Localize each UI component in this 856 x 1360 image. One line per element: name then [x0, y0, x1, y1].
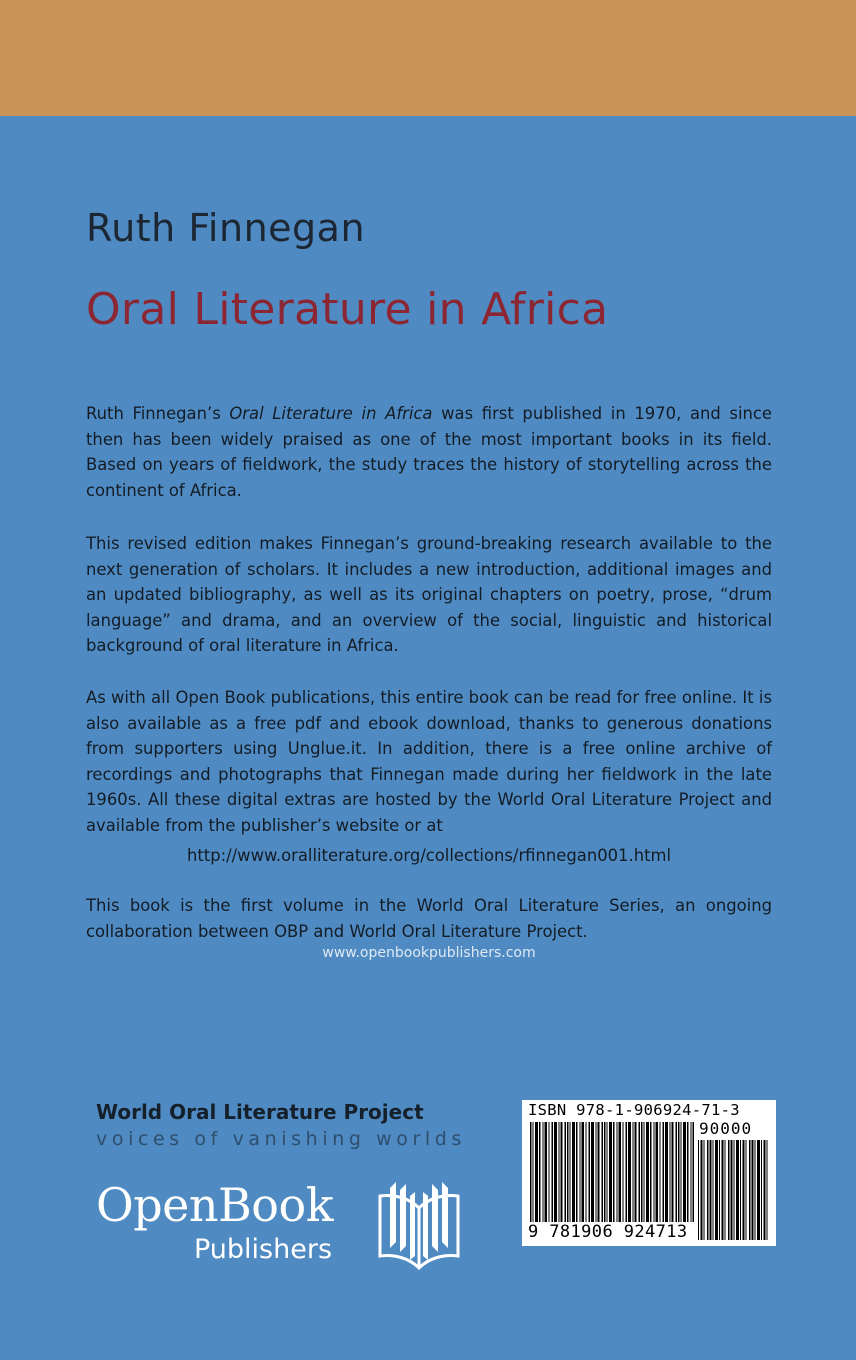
- publisher-website: www.openbookpublishers.com: [322, 945, 536, 961]
- top-color-band: [0, 0, 856, 116]
- openbook-wordmark: OpenBook: [96, 1178, 334, 1232]
- isbn-label: ISBN 978-1-906924-71-3: [528, 1101, 740, 1119]
- book-title: Oral Literature in Africa: [86, 284, 609, 335]
- blurb-paragraph-1: [86, 401, 772, 503]
- blurb-p1-text: Ruth Finnegan’s: [86, 404, 230, 423]
- barcode-addon-number: 90000: [699, 1119, 753, 1138]
- blurb-p1-text-end: was first published in 1970, and since then has been widely praised as one of the most important books in its field. Based on years of fieldwork, the study traces the history of storytelling across the continent of Africa.: [86, 404, 773, 500]
- isbn-barcode: [522, 1100, 776, 1246]
- openbook-publishers-logo: [96, 1178, 476, 1278]
- publishers-wordmark: Publishers: [194, 1234, 333, 1265]
- wolp-logo-title: World Oral Literature Project: [96, 1100, 424, 1124]
- author-name: Ruth Finnegan: [86, 206, 366, 250]
- archive-url: http://www.oralliterature.org/collections/rfinnegan001.html: [186, 846, 672, 865]
- wolp-logo-tagline: voices of vanishing worlds: [96, 1128, 466, 1150]
- blurb-paragraph-4: This book is the first volume in the World Oral Literature Series, an ongoing collaboration between OBP and World Oral Literature Project.: [86, 896, 772, 941]
- barcode-bars: [530, 1122, 694, 1222]
- blurb-paragraph-2: This revised edition makes Finnegan’s ground-breaking research available to the next generation of scholars. It includes a new introduction, additional images and an updated bibliography, as well as its original chapters on poetry, prose, “drum language” and drama, and an overview of the social, linguistic and historical background of oral literature in Africa.: [86, 534, 772, 656]
- ean-digits: 9 781906 924713: [528, 1222, 688, 1242]
- blurb-paragraph-3: As with all Open Book publications, this entire book can be read for free online. It is also available as a free pdf and ebook download, thanks to generous donations from supporters using Unglue.it. In addition, there is a free online archive of recordings and photographs that Finnegan made during her fieldwork in the late 1960s. All these digital extras are hosted by the World Oral Literature Project and available from the publisher’s website or at: [86, 688, 772, 835]
- barcode-addon-bars: [698, 1140, 770, 1240]
- open-book-icon: [374, 1180, 464, 1272]
- blurb-p1-italic-title: Oral Literature in Africa: [229, 404, 433, 423]
